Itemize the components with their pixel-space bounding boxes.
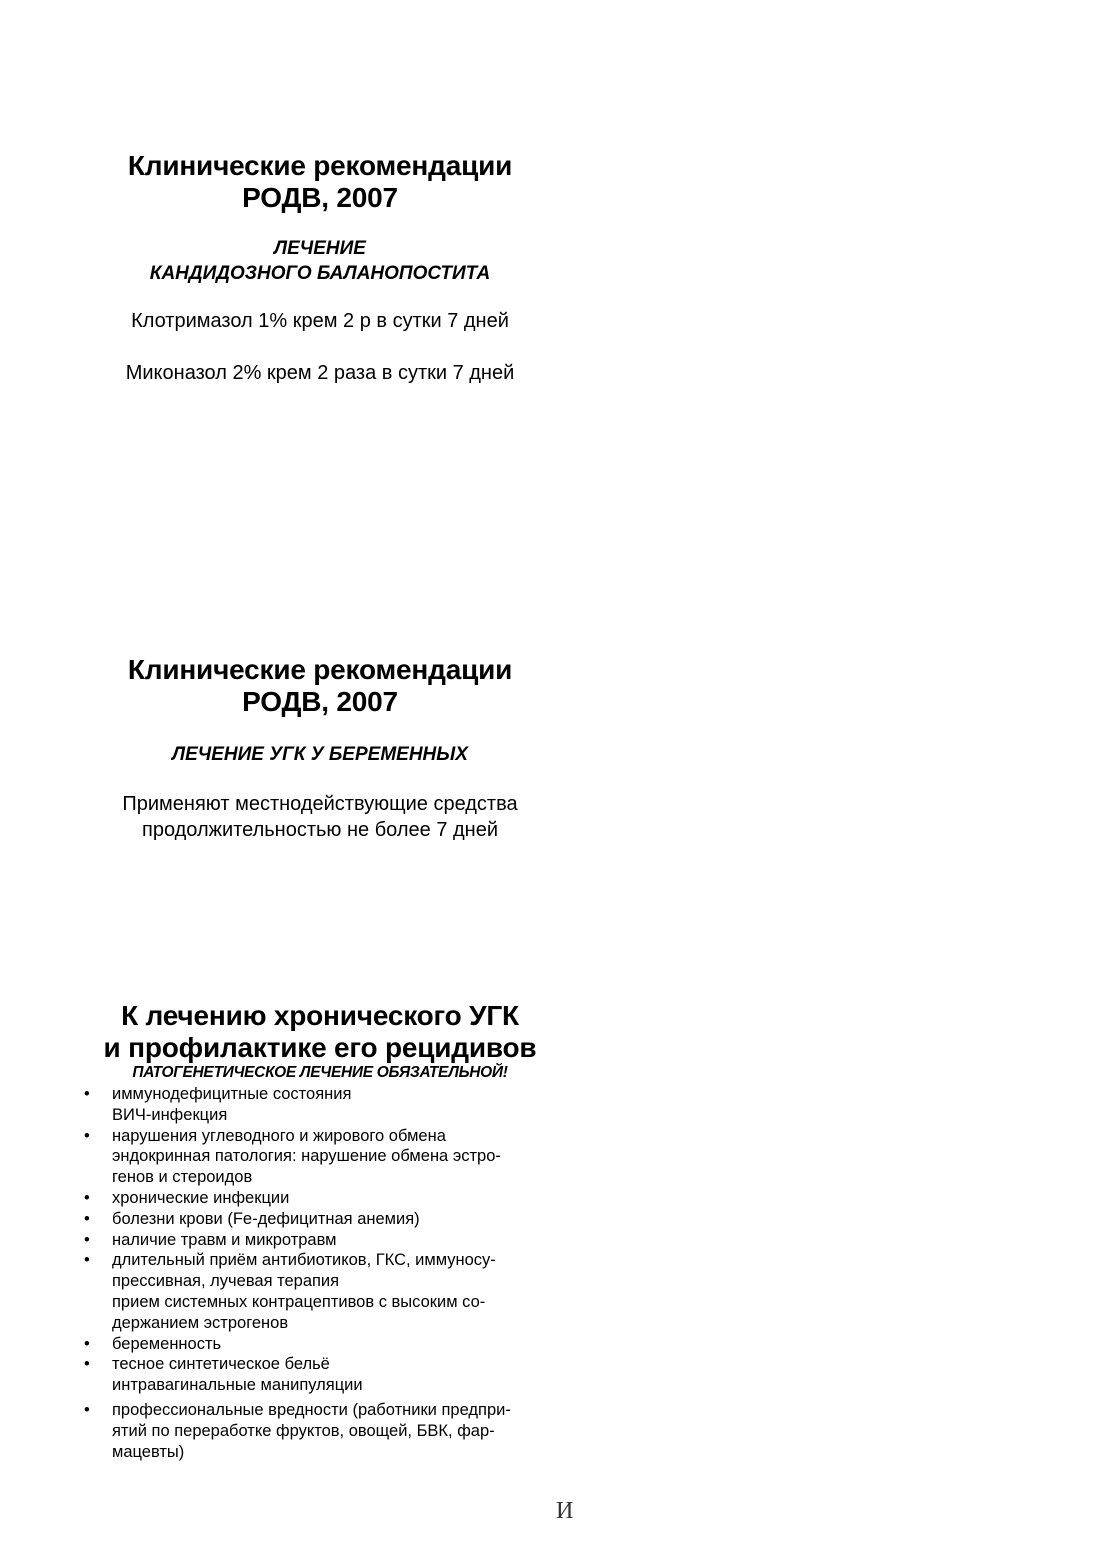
bullet-icon: • <box>84 1355 90 1374</box>
list-item-line: нарушения углеводного и жирового обмена <box>112 1126 446 1145</box>
list-item-line: профессиональные вредности (работники предпри- <box>112 1400 511 1419</box>
list-item-line: иммунодефицитные состояния <box>112 1085 352 1103</box>
list-item <box>80 1230 552 1251</box>
title-line: К лечению хронического УГК <box>121 1000 519 1031</box>
subtitle-line: ПАТОГЕНЕТИЧЕСКОЕ ЛЕЧЕНИЕ ОБЯЗАТЕЛЬНОЙ! <box>132 1064 508 1081</box>
list-item <box>80 1209 552 1230</box>
slide-title <box>90 1000 550 1064</box>
risk-factor-list <box>80 1084 552 1462</box>
bullet-icon: • <box>84 1400 90 1419</box>
list-item-line: прием системных контрацептивов с высоким со- <box>112 1292 486 1311</box>
title-line: и профилактике его рецидивов <box>103 1032 537 1063</box>
list-item <box>80 1126 552 1188</box>
slide-subtitle <box>90 236 550 286</box>
list-item-line: тесное синтетическое бельё <box>112 1355 330 1374</box>
bullet-icon: • <box>84 1230 90 1249</box>
list-item-line: хронические инфекции <box>112 1188 290 1207</box>
slide-pregnancy-treatment <box>90 654 550 843</box>
page-number: И <box>556 1498 574 1524</box>
list-item-line: прессивная, лучевая терапия <box>112 1272 340 1291</box>
list-item-line: ВИЧ-инфекция <box>112 1105 228 1124</box>
list-item-line: наличие травм и микротравм <box>112 1230 337 1249</box>
list-item-line: ятий по переработке фруктов, овощей, БВК, фар- <box>112 1421 495 1440</box>
list-item <box>80 1188 552 1209</box>
list-item-line: держанием эстрогенов <box>112 1313 289 1332</box>
list-item-line: мацевты) <box>112 1442 185 1461</box>
slide-subtitle <box>90 742 550 767</box>
body-line: Применяют местнодействующие средства <box>122 793 518 815</box>
title-line: РОДВ, 2007 <box>242 182 398 213</box>
title-line: Клинические рекомендации <box>127 654 513 685</box>
treatment-line: Клотримазол 1% крем 2 р в сутки 7 дней <box>131 310 509 332</box>
bullet-icon: • <box>84 1188 90 1207</box>
list-item <box>80 1334 552 1355</box>
body-line: продолжительностью не более 7 дней <box>141 819 499 841</box>
treatment-line: Миконазол 2% крем 2 раза в сутки 7 дней <box>125 362 515 384</box>
title-line: РОДВ, 2007 <box>242 686 398 717</box>
list-item <box>80 1354 552 1396</box>
subtitle-line: ЛЕЧЕНИЕ <box>274 238 366 259</box>
bullet-icon: • <box>84 1085 90 1103</box>
list-item-line: беременность <box>112 1334 222 1353</box>
bullet-icon: • <box>84 1126 90 1145</box>
slide-title <box>90 654 550 718</box>
title-line: Клинические рекомендации <box>127 150 513 181</box>
list-item <box>80 1084 552 1126</box>
bullet-icon: • <box>84 1251 90 1270</box>
list-item-line: длительный приём антибиотиков, ГКС, иммуносу- <box>112 1251 496 1270</box>
list-item-line: эндокринная патология: нарушение обмена эстро- <box>112 1147 501 1166</box>
bullet-icon: • <box>84 1209 90 1228</box>
slide-body <box>90 791 550 843</box>
slide-subtitle <box>90 1064 550 1082</box>
list-item-line: генов и стероидов <box>112 1168 253 1187</box>
list-item-line: болезни крови (Fe-дефицитная анемия) <box>112 1209 420 1228</box>
slide-balanoposthitis-treatment <box>90 150 550 386</box>
list-item <box>80 1250 552 1333</box>
slide-title <box>90 150 550 214</box>
list-item <box>80 1400 552 1462</box>
bullet-icon: • <box>84 1334 90 1353</box>
list-item-line: интравагинальные манипуляции <box>112 1376 363 1395</box>
subtitle-line: ЛЕЧЕНИЕ УГК У БЕРЕМЕННЫХ <box>172 744 468 765</box>
slide-chronic-treatment <box>90 1000 550 1082</box>
subtitle-line: КАНДИДОЗНОГО БАЛАНОПОСТИТА <box>149 263 491 284</box>
